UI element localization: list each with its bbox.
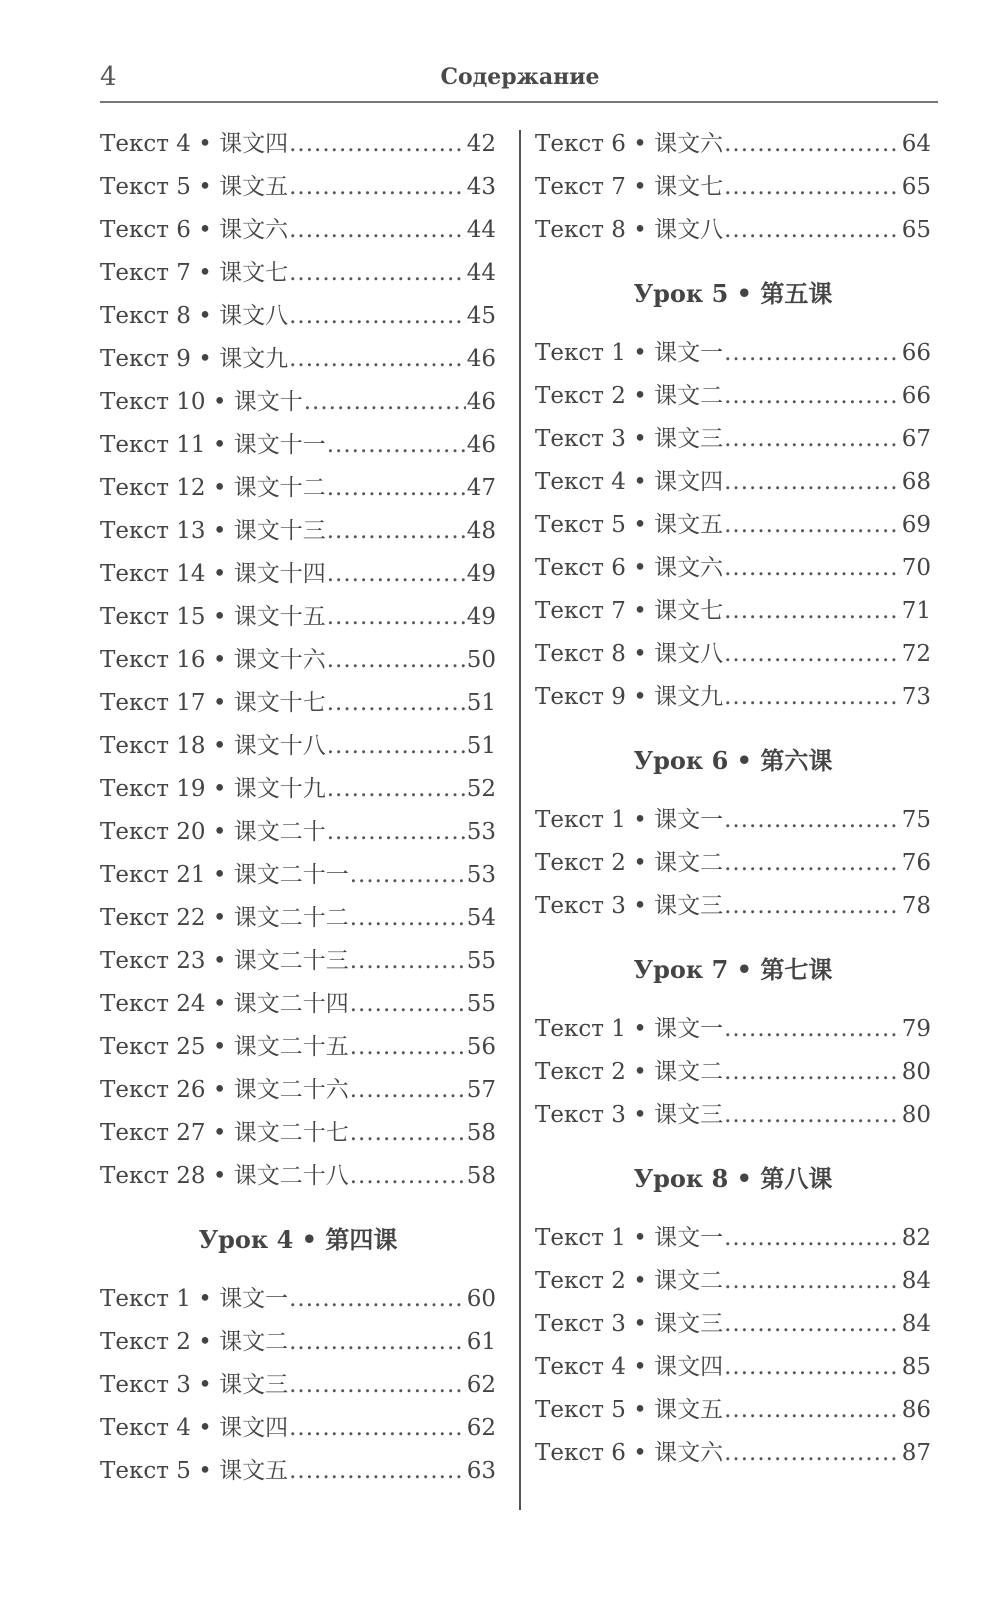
- toc-entry-page: 80: [901, 1102, 931, 1128]
- toc-entry[interactable]: [100, 252, 496, 295]
- toc-entry-page: 79: [901, 1016, 931, 1042]
- dot-leader: [724, 504, 901, 547]
- toc-entry-label: Текст 2 • 课文二: [535, 1268, 724, 1294]
- toc-entry-page: 53: [466, 819, 496, 845]
- toc-section: [100, 123, 496, 1198]
- column-divider: [519, 130, 521, 1510]
- dot-leader: [724, 1094, 901, 1137]
- dot-leader: [724, 375, 901, 418]
- toc-section: [535, 1155, 931, 1475]
- toc-entry-label: Текст 1 • 课文一: [535, 340, 724, 366]
- toc-entry-page: 75: [901, 807, 931, 833]
- dot-leader: [289, 252, 466, 295]
- toc-entry[interactable]: [535, 676, 931, 719]
- toc-entry[interactable]: [100, 1364, 496, 1407]
- toc-section: [535, 946, 931, 1137]
- dot-leader: [724, 1303, 901, 1346]
- dot-leader: [724, 461, 901, 504]
- toc-entry[interactable]: [535, 1051, 931, 1094]
- toc-entry-page: 76: [901, 850, 931, 876]
- dot-leader: [724, 676, 901, 719]
- dot-leader: [724, 209, 901, 252]
- toc-entry-page: 53: [466, 862, 496, 888]
- toc-entry-label: Текст 5 • 课文五: [100, 174, 289, 200]
- toc-entry-label: Текст 5 • 课文五: [535, 1397, 724, 1423]
- dot-leader: [289, 166, 466, 209]
- dot-leader: [350, 1069, 466, 1112]
- toc-entry-page: 51: [466, 690, 496, 716]
- toc-entry[interactable]: [535, 166, 931, 209]
- dot-leader: [327, 596, 466, 639]
- toc-entry[interactable]: [100, 381, 496, 424]
- dot-leader: [289, 1407, 466, 1450]
- toc-entry-page: 65: [901, 174, 931, 200]
- toc-entry[interactable]: [100, 295, 496, 338]
- toc-entry[interactable]: [535, 504, 931, 547]
- header-rule: [100, 101, 938, 103]
- toc-entry[interactable]: [535, 123, 931, 166]
- toc-entry[interactable]: [100, 1112, 496, 1155]
- toc-entry[interactable]: [535, 547, 931, 590]
- toc-entry-page: 45: [466, 303, 496, 329]
- toc-entry[interactable]: [100, 1155, 496, 1198]
- dot-leader: [724, 418, 901, 461]
- toc-entry[interactable]: [100, 940, 496, 983]
- toc-entry[interactable]: [535, 1260, 931, 1303]
- toc-entry-page: 56: [466, 1034, 496, 1060]
- toc-entry[interactable]: [100, 596, 496, 639]
- toc-entry-page: 61: [466, 1329, 496, 1355]
- toc-entry-label: Текст 4 • 课文四: [100, 1415, 289, 1441]
- toc-section: [100, 1216, 496, 1493]
- toc-entry[interactable]: [100, 682, 496, 725]
- toc-entry-label: Текст 4 • 课文四: [535, 469, 724, 495]
- section-title: Урок 6 • 第六课: [633, 746, 833, 775]
- toc-entry-label: Текст 21 • 课文二十一: [100, 862, 349, 888]
- toc-entry-label: Текст 2 • 课文二: [100, 1329, 289, 1355]
- toc-entry-label: Текст 8 • 课文八: [535, 641, 724, 667]
- toc-section: [535, 123, 931, 252]
- toc-entry-label: Текст 2 • 课文二: [535, 383, 724, 409]
- toc-entry[interactable]: [535, 590, 931, 633]
- toc-entry-page: 43: [466, 174, 496, 200]
- toc-entry-page: 58: [466, 1163, 496, 1189]
- toc-entry-label: Текст 12 • 课文十二: [100, 475, 326, 501]
- dot-leader: [289, 1321, 466, 1364]
- toc-entry[interactable]: [100, 338, 496, 381]
- toc-entry[interactable]: [535, 375, 931, 418]
- dot-leader: [724, 166, 901, 209]
- toc-entry-label: Текст 6 • 课文六: [535, 131, 724, 157]
- toc-section: [535, 737, 931, 928]
- toc-entry-label: Текст 13 • 课文十三: [100, 518, 326, 544]
- dot-leader: [327, 768, 466, 811]
- toc-entry-page: 62: [466, 1372, 496, 1398]
- toc-entry-page: 49: [466, 604, 496, 630]
- toc-entry-page: 49: [466, 561, 496, 587]
- toc-entry-page: 48: [466, 518, 496, 544]
- toc-entry-label: Текст 16 • 课文十六: [100, 647, 326, 673]
- dot-leader: [350, 897, 466, 940]
- toc-entry-label: Текст 5 • 课文五: [535, 512, 724, 538]
- dot-leader: [289, 123, 466, 166]
- toc-entry-page: 64: [901, 131, 931, 157]
- dot-leader: [327, 510, 466, 553]
- toc-entry-label: Текст 14 • 课文十四: [100, 561, 326, 587]
- toc-entry[interactable]: [535, 209, 931, 252]
- toc-entry[interactable]: [535, 799, 931, 842]
- toc-entry-page: 73: [901, 684, 931, 710]
- toc-entry-page: 66: [901, 340, 931, 366]
- toc-entry-label: Текст 22 • 课文二十二: [100, 905, 349, 931]
- dot-leader: [289, 338, 466, 381]
- toc-entry-label: Текст 27 • 课文二十七: [100, 1120, 349, 1146]
- toc-entry-page: 52: [466, 776, 496, 802]
- dot-leader: [724, 842, 901, 885]
- toc-entry-label: Текст 5 • 课文五: [100, 1458, 289, 1484]
- toc-entry-label: Текст 3 • 课文三: [535, 1102, 724, 1128]
- toc-entry[interactable]: [100, 1321, 496, 1364]
- toc-entry-label: Текст 11 • 课文十一: [100, 432, 326, 458]
- toc-entry-page: 66: [901, 383, 931, 409]
- toc-entry-label: Текст 20 • 课文二十: [100, 819, 326, 845]
- dot-leader: [327, 811, 466, 854]
- dot-leader: [724, 799, 901, 842]
- toc-entry-label: Текст 6 • 课文六: [535, 1440, 724, 1466]
- toc-entry-label: Текст 10 • 课文十: [100, 389, 303, 415]
- dot-leader: [289, 1278, 466, 1321]
- toc-entry-page: 68: [901, 469, 931, 495]
- toc-entry-label: Текст 15 • 课文十五: [100, 604, 326, 630]
- section-title: Урок 7 • 第七课: [633, 955, 833, 984]
- section-title: Урок 5 • 第五课: [633, 279, 833, 308]
- toc-entry-page: 82: [901, 1225, 931, 1251]
- toc-entry[interactable]: [535, 332, 931, 375]
- section-title: Урок 4 • 第四课: [198, 1225, 398, 1254]
- toc-entry-page: 86: [901, 1397, 931, 1423]
- toc-entry-page: 71: [901, 598, 931, 624]
- toc-entry-label: Текст 4 • 课文四: [535, 1354, 724, 1380]
- dot-leader: [724, 1346, 901, 1389]
- toc-entry-label: Текст 4 • 课文四: [100, 131, 289, 157]
- toc-entry-page: 46: [466, 346, 496, 372]
- toc-entry[interactable]: [100, 983, 496, 1026]
- toc-entry-page: 50: [466, 647, 496, 673]
- dot-leader: [724, 1260, 901, 1303]
- toc-entry-label: Текст 23 • 课文二十三: [100, 948, 349, 974]
- toc-entry-label: Текст 1 • 课文一: [100, 1286, 289, 1312]
- dot-leader: [724, 1008, 901, 1051]
- toc-entry[interactable]: [100, 510, 496, 553]
- dot-leader: [724, 1051, 901, 1094]
- toc-entry-label: Текст 3 • 课文三: [535, 893, 724, 919]
- toc-entry-page: 51: [466, 733, 496, 759]
- toc-column-right: [535, 123, 931, 1475]
- dot-leader: [327, 467, 466, 510]
- dot-leader: [724, 123, 901, 166]
- toc-entry-label: Текст 7 • 课文七: [535, 598, 724, 624]
- dot-leader: [289, 295, 466, 338]
- toc-column-left: [100, 123, 496, 1493]
- dot-leader: [327, 725, 466, 768]
- toc-entry[interactable]: [100, 768, 496, 811]
- toc-entry-label: Текст 6 • 课文六: [535, 555, 724, 581]
- toc-entry-label: Текст 3 • 课文三: [535, 1311, 724, 1337]
- toc-entry[interactable]: [100, 553, 496, 596]
- toc-entry-page: 80: [901, 1059, 931, 1085]
- dot-leader: [327, 682, 466, 725]
- dot-leader: [350, 940, 466, 983]
- toc-entry[interactable]: [535, 418, 931, 461]
- dot-leader: [350, 1026, 466, 1069]
- toc-entry-page: 42: [466, 131, 496, 157]
- toc-entry-page: 85: [901, 1354, 931, 1380]
- toc-entry-page: 65: [901, 217, 931, 243]
- toc-entry-label: Текст 8 • 课文八: [535, 217, 724, 243]
- toc-entry[interactable]: [535, 1094, 931, 1137]
- dot-leader: [724, 1432, 901, 1475]
- toc-entry-page: 58: [466, 1120, 496, 1146]
- toc-entry[interactable]: [100, 1026, 496, 1069]
- toc-entry-page: 46: [466, 389, 496, 415]
- toc-entry[interactable]: [100, 123, 496, 166]
- dot-leader: [724, 332, 901, 375]
- section-title: Урок 8 • 第八课: [633, 1164, 833, 1193]
- toc-entry[interactable]: [100, 209, 496, 252]
- toc-entry-label: Текст 25 • 课文二十五: [100, 1034, 349, 1060]
- toc-entry[interactable]: [100, 1407, 496, 1450]
- dot-leader: [350, 1112, 466, 1155]
- toc-entry[interactable]: [535, 885, 931, 928]
- toc-entry[interactable]: [535, 1217, 931, 1260]
- toc-entry-page: 84: [901, 1268, 931, 1294]
- dot-leader: [289, 209, 466, 252]
- toc-entry-page: 67: [901, 426, 931, 452]
- toc-entry[interactable]: [535, 842, 931, 885]
- dot-leader: [304, 381, 466, 424]
- toc-entry[interactable]: [100, 811, 496, 854]
- toc-entry[interactable]: [100, 897, 496, 940]
- toc-entry[interactable]: [535, 1432, 931, 1475]
- toc-entry-label: Текст 6 • 课文六: [100, 217, 289, 243]
- toc-section: [535, 270, 931, 719]
- dot-leader: [289, 1364, 466, 1407]
- toc-entry-page: 47: [466, 475, 496, 501]
- toc-entry-page: 44: [466, 217, 496, 243]
- toc-entry-page: 55: [466, 948, 496, 974]
- toc-entry-label: Текст 2 • 课文二: [535, 850, 724, 876]
- toc-entry-label: Текст 24 • 课文二十四: [100, 991, 349, 1017]
- toc-entry[interactable]: [100, 639, 496, 682]
- toc-entry-page: 55: [466, 991, 496, 1017]
- toc-entry-label: Текст 26 • 课文二十六: [100, 1077, 349, 1103]
- toc-entry-label: Текст 9 • 课文九: [100, 346, 289, 372]
- dot-leader: [327, 424, 466, 467]
- toc-entry[interactable]: [535, 633, 931, 676]
- toc-entry[interactable]: [100, 166, 496, 209]
- dot-leader: [724, 1217, 901, 1260]
- toc-entry[interactable]: [535, 1008, 931, 1051]
- dot-leader: [350, 983, 466, 1026]
- toc-entry-label: Текст 19 • 课文十九: [100, 776, 326, 802]
- dot-leader: [724, 633, 901, 676]
- toc-entry-label: Текст 3 • 课文三: [535, 426, 724, 452]
- page-title: Содержание: [440, 64, 600, 90]
- toc-entry[interactable]: [535, 1346, 931, 1389]
- toc-entry[interactable]: [100, 1450, 496, 1493]
- toc-entry-label: Текст 3 • 课文三: [100, 1372, 289, 1398]
- toc-entry[interactable]: [535, 1303, 931, 1346]
- toc-entry-label: Текст 17 • 课文十七: [100, 690, 326, 716]
- toc-entry[interactable]: [100, 467, 496, 510]
- toc-entry-page: 69: [901, 512, 931, 538]
- dot-leader: [350, 854, 466, 897]
- toc-entry[interactable]: [100, 424, 496, 467]
- toc-entry-label: Текст 1 • 课文一: [535, 1225, 724, 1251]
- toc-entry[interactable]: [100, 725, 496, 768]
- dot-leader: [327, 639, 466, 682]
- toc-entry-label: Текст 2 • 课文二: [535, 1059, 724, 1085]
- toc-entry-label: Текст 1 • 课文一: [535, 807, 724, 833]
- toc-entry-label: Текст 1 • 课文一: [535, 1016, 724, 1042]
- toc-entry-page: 62: [466, 1415, 496, 1441]
- toc-entry-page: 70: [901, 555, 931, 581]
- page-number: 4: [100, 62, 117, 92]
- toc-entry[interactable]: [535, 1389, 931, 1432]
- toc-entry[interactable]: [535, 461, 931, 504]
- toc-entry-label: Текст 8 • 课文八: [100, 303, 289, 329]
- dot-leader: [724, 547, 901, 590]
- dot-leader: [350, 1155, 466, 1198]
- dot-leader: [327, 553, 466, 596]
- toc-entry-page: 87: [901, 1440, 931, 1466]
- toc-entry-label: Текст 7 • 课文七: [535, 174, 724, 200]
- toc-entry-page: 46: [466, 432, 496, 458]
- toc-entry-page: 60: [466, 1286, 496, 1312]
- toc-entry-page: 72: [901, 641, 931, 667]
- toc-entry-page: 84: [901, 1311, 931, 1337]
- toc-entry-label: Текст 18 • 课文十八: [100, 733, 326, 759]
- dot-leader: [724, 1389, 901, 1432]
- dot-leader: [289, 1450, 466, 1493]
- toc-entry-page: 78: [901, 893, 931, 919]
- toc-entry-page: 57: [466, 1077, 496, 1103]
- toc-entry[interactable]: [100, 1069, 496, 1112]
- toc-entry-page: 63: [466, 1458, 496, 1484]
- toc-entry[interactable]: [100, 854, 496, 897]
- toc-entry[interactable]: [100, 1278, 496, 1321]
- toc-entry-page: 54: [466, 905, 496, 931]
- dot-leader: [724, 590, 901, 633]
- toc-entry-label: Текст 9 • 课文九: [535, 684, 724, 710]
- toc-entry-label: Текст 7 • 课文七: [100, 260, 289, 286]
- toc-entry-label: Текст 28 • 课文二十八: [100, 1163, 349, 1189]
- dot-leader: [724, 885, 901, 928]
- toc-entry-page: 44: [466, 260, 496, 286]
